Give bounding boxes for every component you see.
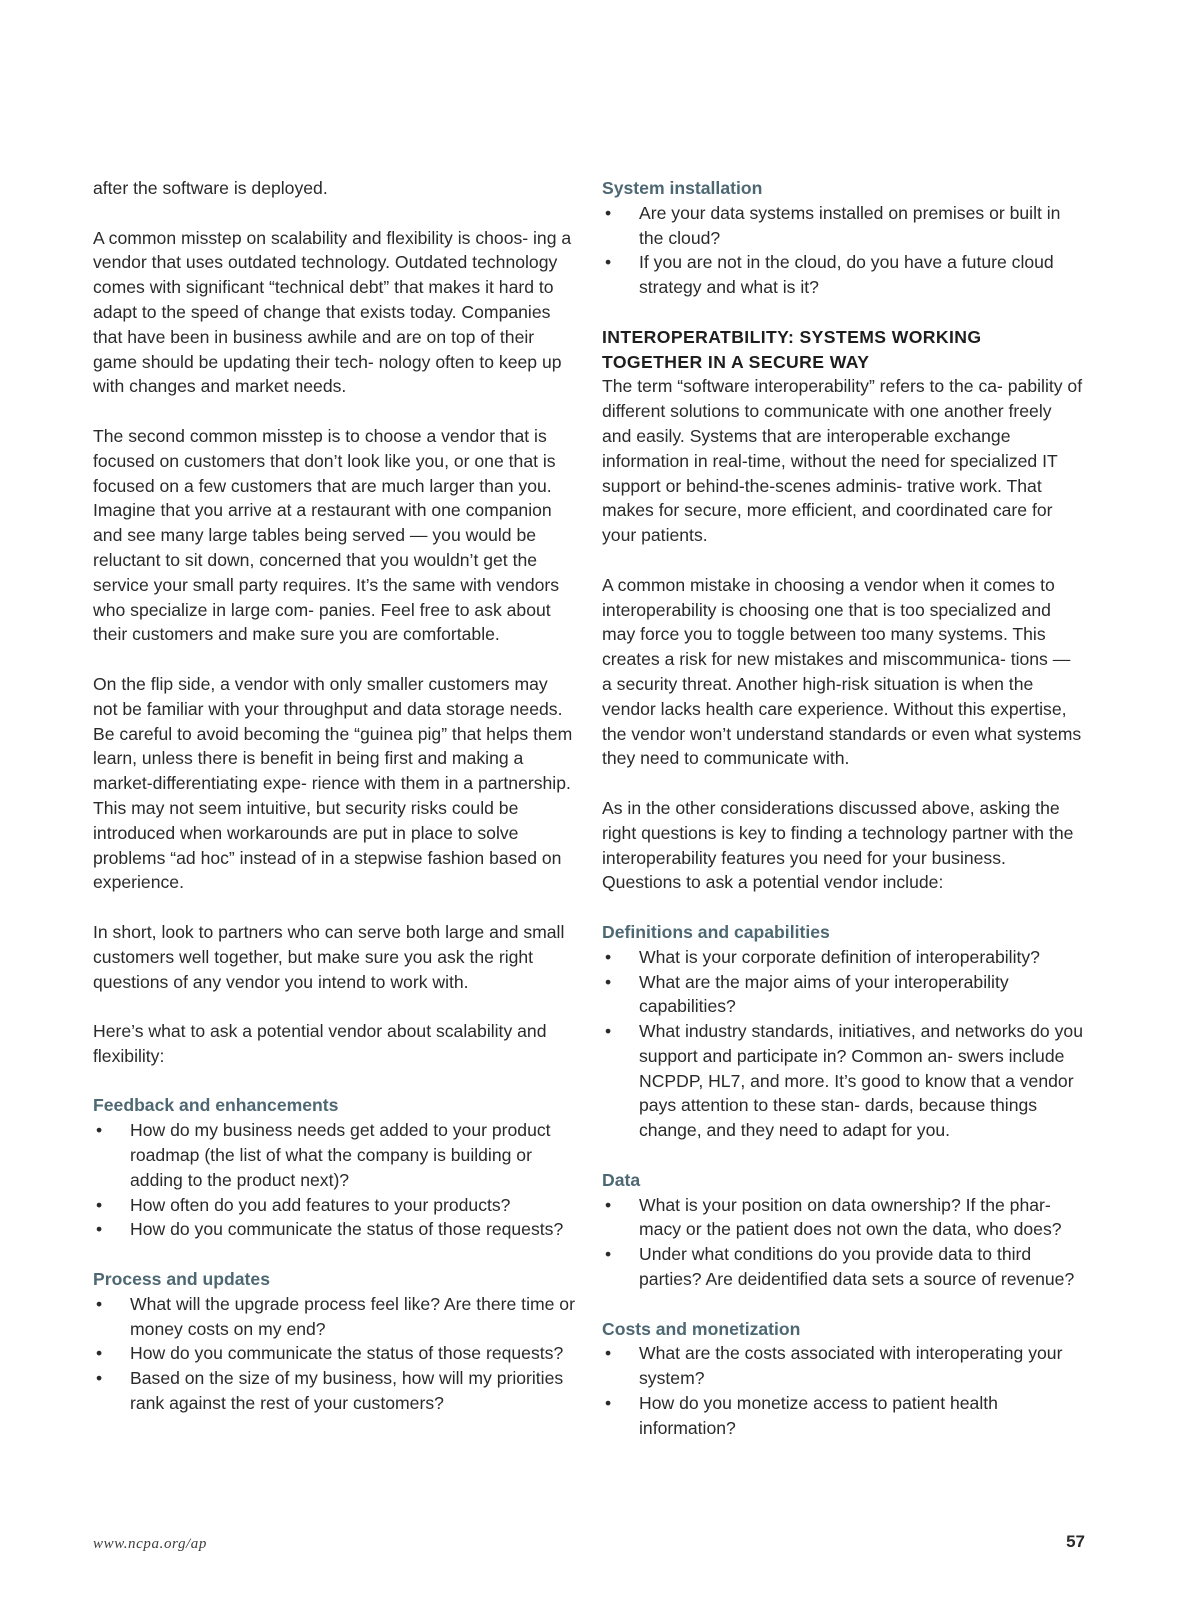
left-column <box>93 176 575 1441</box>
footer-website-url: www.ncpa.org/ap <box>93 1536 208 1552</box>
paragraph-outdated-technology: A common misstep on scalability and flexibility is choos- ing a vendor that uses outdated technology. Outdated technology comes with significant “technical debt” that makes it hard to adapt to the speed of change that exists today. Companies that have been in business awhile and are on top of their game should be updating their tech- nology often to keep up with changes and market needs. <box>93 227 572 397</box>
bullet-list-process <box>93 1292 575 1416</box>
paragraph-intro-continuation: after the software is deployed. <box>93 178 328 198</box>
paragraph-ask-vendor: Here’s what to ask a potential vendor about scalability and flexibility: <box>93 1021 547 1066</box>
bullet-item: • What is your corporate definition of interoperability? <box>602 945 1084 970</box>
paragraph-interoperability-definition: The term “software interoperability” refers to the ca- pability of different solutions to communicate with one another freely and easily. Systems that are interoperable exchange information in real-time, without the need for specialized IT support or behind-the-scenes adminis- trative work. That makes for secure, more efficient, and coordinated care for your patients. <box>602 376 1083 546</box>
subheading-costs-monetization: Costs and monetization <box>602 1318 801 1339</box>
bullet-list-costs <box>602 1341 1084 1440</box>
bullet-list-feedback <box>93 1118 575 1242</box>
subheading-feedback-enhancements: Feedback and enhancements <box>93 1095 339 1116</box>
bullet-list-system-installation <box>602 201 1084 300</box>
section-heading-interoperability <box>602 325 1084 375</box>
bullet-item: • Under what conditions do you provide data to third parties? Are deidentified data sets a source of revenue? <box>602 1242 1084 1292</box>
subheading-system-installation: System installation <box>602 178 763 198</box>
paragraph-in-short: In short, look to partners who can serve both large and small customers well together, but make sure you ask the right questions of any vendor you intend to work with. <box>93 921 565 992</box>
subheading-data: Data <box>602 1169 641 1190</box>
page-number: 57 <box>1066 1532 1085 1551</box>
paragraph-flip-side: On the flip side, a vendor with only smaller customers may not be familiar with your throughput and data storage needs. Be careful to avoid becoming the “guinea pig” that helps them learn, unless there is benefit in being first and making a market-differentiating expe- rience with them in a partnership. This may not seem intuitive, but security risks could be introduced when workarounds are put in place to solve problems “ad hoc” instead of in a stepwise fashion based on experience. <box>93 673 573 893</box>
subheading-process-updates: Process and updates <box>93 1269 270 1290</box>
bullet-item: • What are the major aims of your interoperability capabilities? <box>602 970 1084 1020</box>
bullet-item: • How do my business needs get added to your product roadmap (the list of what the company is building or adding to the product next)? <box>93 1118 575 1192</box>
bullet-item: • What will the upgrade process feel like? Are there time or money costs on my end? <box>93 1292 575 1342</box>
paragraph-common-mistake: A common mistake in choosing a vendor when it comes to interoperability is choosing one that is too specialized and may force you to toggle between too many systems. This creates a risk for new mistakes and miscommunica- tions — a security threat. Another high-risk situation is when the vendor lacks health care experience. Without this expertise, the vendor won’t understand standards or even what systems they need to communicate with. <box>602 574 1082 769</box>
bullet-item: • Are your data systems installed on premises or built in the cloud? <box>602 201 1084 251</box>
bullet-list-data <box>602 1193 1084 1292</box>
bullet-item: • What is your position on data ownership? If the phar- macy or the patient does not own the data, who does? <box>602 1193 1084 1243</box>
subheading-definitions-capabilities: Definitions and capabilities <box>602 921 830 942</box>
section-heading-line-2: TOGETHER IN A SECURE WAY <box>602 351 870 372</box>
bullet-item: • How do you communicate the status of those requests? <box>93 1341 575 1366</box>
bullet-item: • How do you monetize access to patient health information? <box>602 1391 1084 1441</box>
bullet-list-definitions <box>602 945 1084 1143</box>
bullet-item: • What are the costs associated with interoperating your system? <box>602 1341 1084 1391</box>
paragraph-second-misstep: The second common misstep is to choose a vendor that is focused on customers that don’t look like you, or one that is focused on a few customers that are much larger than you. Imagine that you arrive at a restaurant with one companion and see many large tables being served — you would be reluctant to sit down, concerned that you wouldn’t get the service your small party requires. It’s the same with vendors who specialize in large com- panies. Feel free to ask about their customers and make sure you are comfortable. <box>93 425 560 645</box>
bullet-item: • How do you communicate the status of those requests? <box>93 1217 575 1242</box>
section-heading-line-1: INTEROPERATBILITY: SYSTEMS WORKING <box>602 326 982 347</box>
bullet-item: • What industry standards, initiatives, and networks do you support and participate in? Common an- swers include NCPDP, HL7, and more. It’s good to know that a vendor pays attention to these stan- dards, because things change, and they need to adapt for you. <box>602 1019 1084 1143</box>
bullet-item: • How often do you add features to your products? <box>93 1193 575 1218</box>
right-column <box>602 176 1084 1465</box>
paragraph-right-questions: As in the other considerations discussed above, asking the right questions is key to finding a technology partner with the interoperability features you need for your business. Questions to ask a potential vendor include: <box>602 797 1074 893</box>
bullet-item: • Based on the size of my business, how will my priorities rank against the rest of your customers? <box>93 1366 575 1416</box>
bullet-item: • If you are not in the cloud, do you have a future cloud strategy and what is it? <box>602 250 1084 300</box>
